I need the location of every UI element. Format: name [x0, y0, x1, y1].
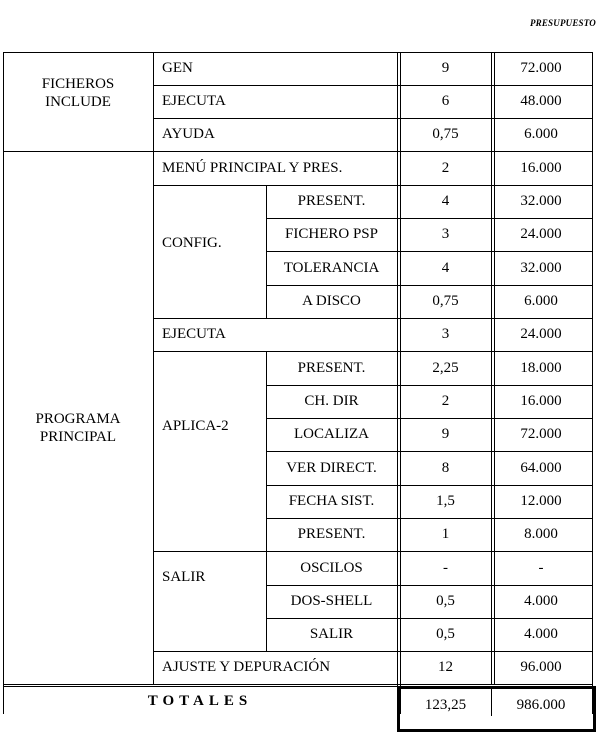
totals-label: TOTALES	[147, 693, 253, 709]
group-programa-label: PRINCIPAL	[39, 429, 117, 445]
row-amount: 16.000	[520, 393, 562, 409]
row-qty: 2	[441, 393, 450, 409]
row-qty: 2	[441, 160, 450, 176]
row-qty: 8	[441, 460, 450, 476]
table-rule	[153, 318, 592, 319]
row-amount: 96.000	[520, 659, 562, 675]
row-qty: 0,75	[432, 293, 459, 309]
row-label: EJECUTA	[162, 93, 226, 109]
table-rule	[153, 118, 592, 119]
subgroup-salir-label: SALIR	[162, 569, 206, 585]
group-ficheros-label: FICHEROS	[41, 76, 115, 92]
row-amount: 48.000	[520, 93, 562, 109]
table-rule	[153, 85, 592, 86]
row-qty: 3	[441, 326, 450, 342]
row-label: PRESENT.	[297, 526, 366, 542]
table-rule	[153, 351, 592, 352]
row-qty: 4	[441, 193, 450, 209]
row-amount: 6.000	[524, 126, 558, 142]
row-label: A DISCO	[302, 293, 361, 309]
table-rule	[266, 518, 592, 519]
table-rule	[266, 585, 592, 586]
row-amount: 16.000	[520, 160, 562, 176]
table-rule	[266, 485, 592, 486]
table-rule	[3, 684, 592, 685]
row-label: AJUSTE Y DEPURACIÓN	[162, 659, 331, 675]
table-rule	[266, 285, 592, 286]
totals-amount: 986.000	[516, 697, 566, 713]
subgroup-config-label: CONFIG.	[162, 235, 222, 251]
row-qty: 9	[441, 426, 450, 442]
table-rule	[153, 651, 592, 652]
group-programa-label: PROGRAMA	[35, 411, 121, 427]
row-label: FICHERO PSP	[285, 226, 378, 242]
row-amount: 32.000	[520, 193, 562, 209]
row-amount: 12.000	[520, 493, 562, 509]
table-rule	[397, 52, 398, 714]
row-amount: 32.000	[520, 260, 562, 276]
row-label: EJECUTA	[162, 326, 226, 342]
row-amount: 72.000	[520, 426, 562, 442]
table-rule	[400, 52, 401, 714]
subgroup-aplica-label: APLICA-2	[162, 418, 229, 434]
table-rule	[153, 551, 592, 552]
table-rule	[3, 52, 4, 714]
row-label: VER DIRECT.	[286, 460, 377, 476]
row-amount: -	[538, 560, 544, 576]
table-rule	[3, 52, 592, 53]
row-label: FECHA SIST.	[288, 493, 375, 509]
row-amount: 24.000	[520, 326, 562, 342]
table-rule	[491, 52, 492, 684]
row-qty: 9	[441, 60, 450, 76]
row-label: PRESENT.	[297, 193, 366, 209]
row-label: AYUDA	[162, 126, 215, 142]
table-rule	[3, 151, 592, 152]
table-rule	[153, 52, 154, 684]
row-label: CH. DIR	[304, 393, 359, 409]
row-qty: 0,75	[432, 126, 459, 142]
row-amount: 4.000	[524, 593, 558, 609]
table-rule	[153, 185, 592, 186]
row-label: DOS-SHELL	[290, 593, 373, 609]
row-label: PRESENT.	[297, 360, 366, 376]
row-amount: 64.000	[520, 460, 562, 476]
row-qty: 3	[441, 226, 450, 242]
row-amount: 24.000	[520, 226, 562, 242]
row-qty: -	[443, 560, 448, 576]
row-label: OSCILOS	[300, 560, 363, 576]
table-rule	[266, 251, 592, 252]
row-label: GEN	[162, 60, 193, 76]
row-qty: 1,5	[436, 493, 455, 509]
row-amount: 6.000	[524, 293, 558, 309]
row-label: LOCALIZA	[294, 426, 369, 442]
row-amount: 4.000	[524, 626, 558, 642]
row-qty: 0,5	[436, 593, 455, 609]
row-qty: 4	[441, 260, 450, 276]
row-qty: 6	[441, 93, 450, 109]
totals-qty: 123,25	[424, 697, 467, 713]
row-label: MENÚ PRINCIPAL Y PRES.	[162, 160, 343, 176]
table-rule	[266, 218, 592, 219]
row-qty: 0,5	[436, 626, 455, 642]
group-ficheros-label: INCLUDE	[45, 94, 111, 110]
row-amount: 8.000	[524, 526, 558, 542]
row-qty: 1	[441, 526, 450, 542]
row-qty: 12	[438, 659, 453, 675]
row-label: SALIR	[309, 626, 354, 642]
table-rule	[266, 418, 592, 419]
table-rule	[266, 618, 592, 619]
row-label: TOLERANCIA	[283, 260, 380, 276]
row-amount: 72.000	[520, 60, 562, 76]
row-qty: 2,25	[432, 360, 459, 376]
budget-header: PRESUPUESTO	[529, 18, 596, 28]
row-amount: 18.000	[520, 360, 562, 376]
table-rule	[266, 451, 592, 452]
table-rule	[592, 52, 593, 714]
table-rule	[266, 385, 592, 386]
totals-divider	[491, 686, 492, 716]
